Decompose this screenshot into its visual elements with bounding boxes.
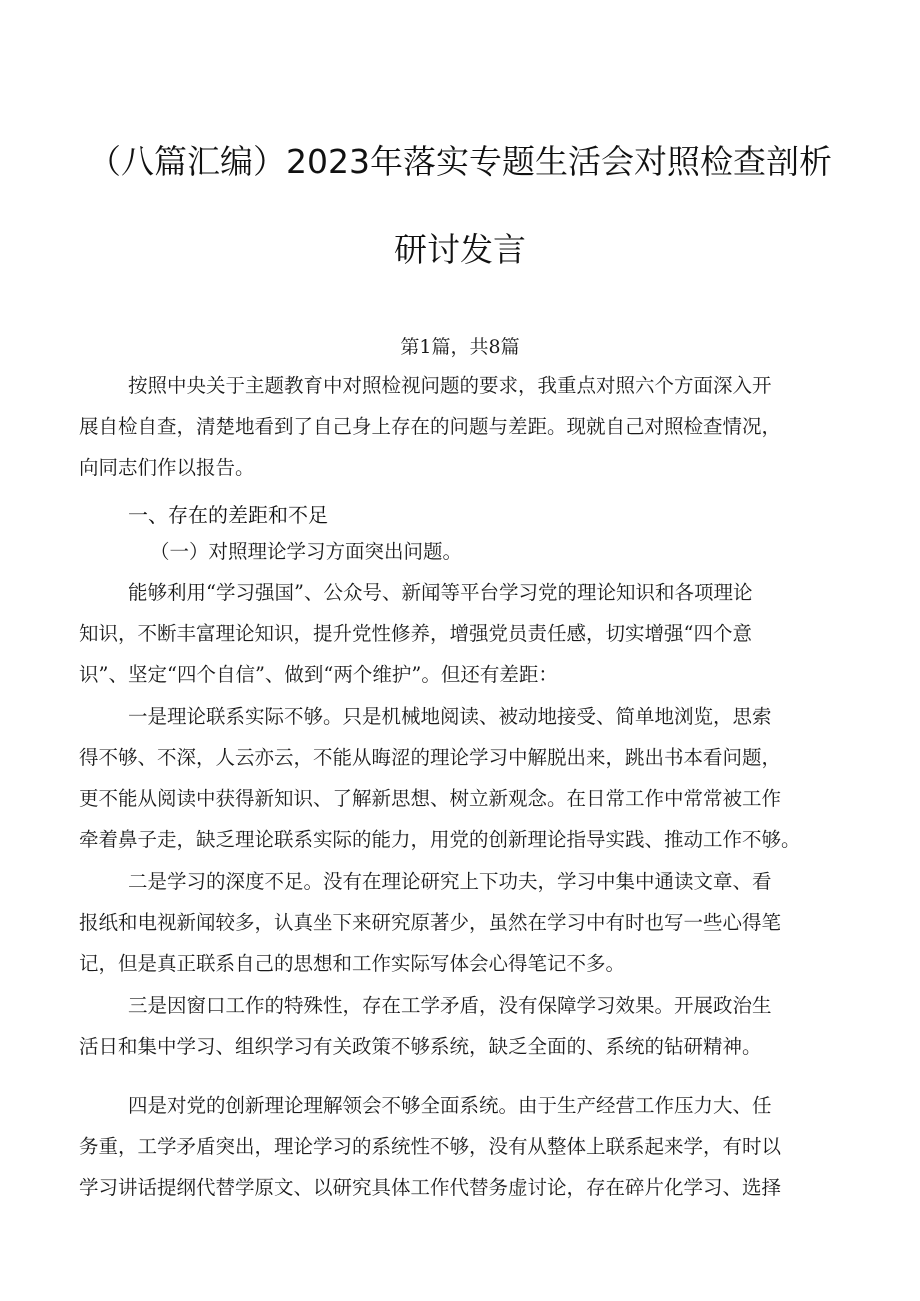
document-title-line-2: 研讨发言 (394, 230, 526, 269)
paragraph-line: 更不能从阅读中获得新知识、了解新思想、树立新观念。在日常工作中常常被工作 (79, 787, 782, 810)
paragraph-line: 知识，不断丰富理论知识，提升党性修养，增强党员责任感，切实增强“四个意 (79, 622, 752, 645)
paragraph-line: 记，但是真正联系自己的思想和工作实际写体会心得笔记不多。 (79, 952, 626, 975)
subsection-heading: （一）对照理论学习方面突出问题。 (150, 540, 463, 563)
paragraph-line: 按照中央关于主题教育中对照检视问题的要求，我重点对照六个方面深入开 (128, 374, 772, 397)
paragraph-line: 三是因窗口工作的特殊性，存在工学矛盾，没有保障学习效果。开展政治生 (128, 994, 772, 1017)
paragraph-line: 展自检自查，清楚地看到了自己身上存在的问题与差距。现就自己对照检查情况， (79, 415, 782, 438)
paragraph-line: 一是理论联系实际不够。只是机械地阅读、被动地接受、简单地浏览，思索 (128, 705, 772, 728)
paragraph-line: 二是学习的深度不足。没有在理论研究上下功夫，学习中集中通读文章、看 (128, 870, 772, 893)
paragraph-line: 能够利用“学习强国”、公众号、新闻等平台学习党的理论知识和各项理论 (128, 581, 753, 604)
paragraph-line: 四是对党的创新理论理解领会不够全面系统。由于生产经营工作压力大、任 (128, 1094, 772, 1117)
paragraph-line: 得不够、不深，人云亦云，不能从晦涩的理论学习中解脱出来，跳出书本看问题， (79, 746, 782, 769)
paragraph-line: 识”、坚定“四个自信”、做到“两个维护”。但还有差距： (79, 663, 558, 686)
paragraph-line: 务重，工学矛盾突出，理论学习的系统性不够，没有从整体上联系起来学，有时以 (79, 1135, 782, 1158)
section-heading: 一、存在的差距和不足 (128, 503, 328, 527)
paragraph-line: 活日和集中学习、组织学习有关政策不够系统，缺乏全面的、系统的钻研精神。 (79, 1035, 762, 1058)
paragraph-line: 学习讲话提纲代替学原文、以研究具体工作代替务虚讨论，存在碎片化学习、选择 (79, 1176, 782, 1199)
paragraph-line: 牵着鼻子走，缺乏理论联系实际的能力，用党的创新理论指导实践、推动工作不够。 (79, 828, 801, 851)
document-subtitle: 第1篇，共8篇 (400, 336, 520, 358)
paragraph-line: 报纸和电视新闻较多，认真坐下来研究原著少，虽然在学习中有时也写一些心得笔 (79, 911, 782, 934)
paragraph-line: 向同志们作以报告。 (79, 456, 255, 479)
document-title-line-1: （八篇汇编）2023年落实专题生活会对照检查剖析 (88, 142, 832, 181)
